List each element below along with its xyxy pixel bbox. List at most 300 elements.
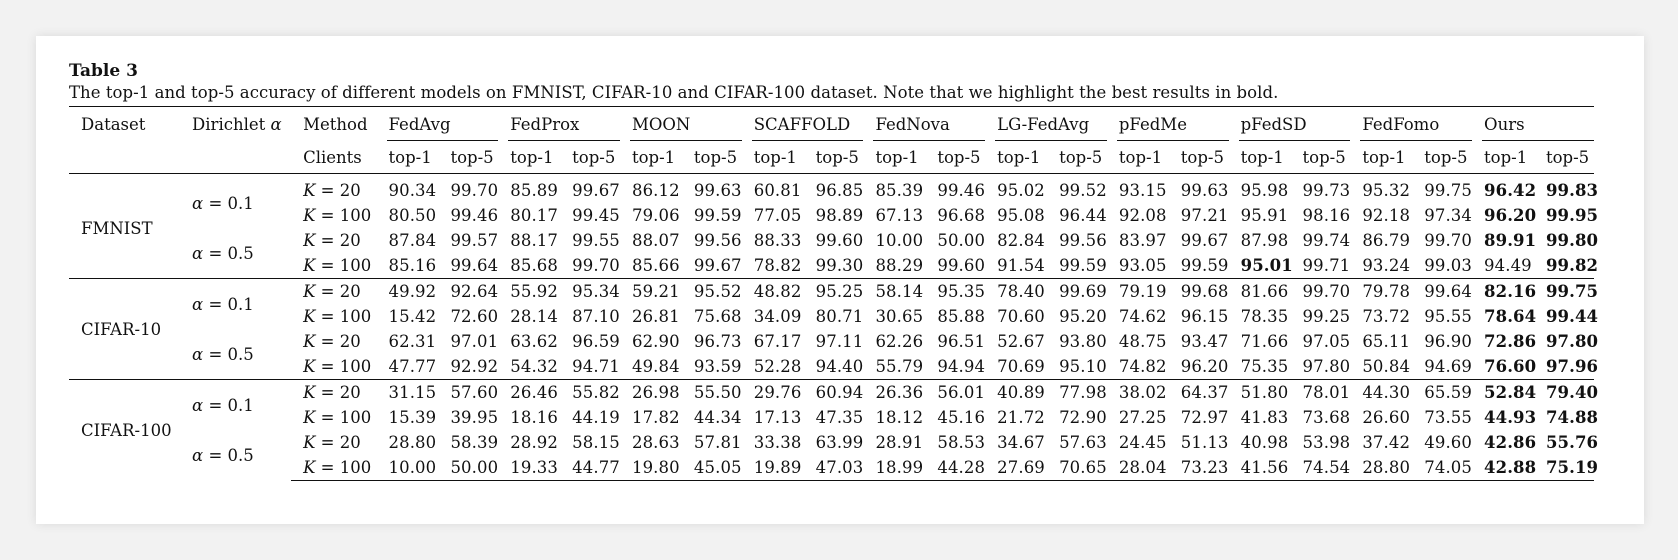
table-cell: 97.11	[815, 332, 864, 351]
table-cell: 34.09	[753, 307, 802, 326]
table-cell: 88.07	[631, 231, 680, 250]
table-cell: 73.68	[1302, 408, 1351, 427]
alpha-label: α = 0.1	[180, 279, 291, 330]
table-cell: 74.05	[1412, 455, 1472, 481]
table-cell: 48.75	[1118, 332, 1167, 351]
table-row	[69, 228, 1594, 253]
header-method-scaffold: SCAFFOLD	[742, 107, 864, 142]
table-cell: 70.65	[1047, 455, 1107, 481]
table-cell: 95.32	[1362, 181, 1411, 200]
table-cell: 52.28	[753, 357, 802, 376]
table-cell: 99.67	[693, 256, 742, 275]
table-cell: 19.89	[742, 455, 804, 481]
table-cell: 83.97	[1118, 231, 1167, 250]
table-cell: 96.59	[572, 332, 620, 351]
table-cell: 78.64	[1484, 307, 1537, 326]
table-cell: 45.16	[937, 408, 986, 427]
table-cell: 99.64	[1412, 279, 1472, 305]
table-cell: 62.26	[875, 332, 924, 351]
dataset-label: CIFAR-100	[69, 380, 180, 481]
table-cell: 28.63	[631, 433, 680, 452]
table-cell: 30.65	[875, 307, 924, 326]
header-metric-top-5: top-5	[1169, 141, 1229, 174]
header-metric-top-5: top-5	[925, 141, 985, 174]
table-cell: 82.84	[997, 231, 1045, 250]
table-cell: 67.13	[875, 206, 924, 225]
table-cell: 80.71	[815, 307, 864, 326]
table-figure	[69, 60, 1599, 481]
table-cell: 96.44	[1059, 206, 1107, 225]
table-cell: 95.01	[1240, 256, 1293, 275]
table-cell: 57.63	[1059, 433, 1107, 452]
header-method-fedavg: FedAvg	[377, 107, 499, 142]
table-cell: 93.59	[693, 357, 742, 376]
table-cell: 99.70	[450, 181, 499, 200]
header-method-fedfomo: FedFomo	[1350, 107, 1472, 142]
table-cell: 62.90	[631, 332, 680, 351]
table-cell: 48.82	[742, 279, 804, 305]
table-cell: 99.69	[1047, 279, 1107, 305]
table-cell: 77.98	[1047, 380, 1107, 406]
table-cell: 74.82	[1118, 357, 1167, 376]
table-cell: 55.82	[560, 380, 620, 406]
header-metric-top-5: top-5	[804, 141, 864, 174]
table-cell: 99.25	[1302, 307, 1351, 326]
table-cell: 80.50	[388, 206, 437, 225]
table-cell: 28.80	[388, 433, 437, 452]
table-cell: 88.33	[753, 231, 802, 250]
alpha-label: α = 0.1	[192, 193, 254, 213]
table-cell: 79.06	[631, 206, 680, 225]
table-cell: 71.66	[1240, 332, 1289, 351]
table-cell: 50.00	[438, 455, 498, 481]
table-cell: 58.14	[863, 279, 925, 305]
table-cell: 99.67	[572, 181, 620, 200]
table-cell: 47.77	[388, 357, 437, 376]
table-cell: 94.49	[1484, 256, 1532, 275]
table-cell: 44.77	[560, 455, 620, 481]
table-cell: 79.19	[1107, 279, 1169, 305]
table-cell: 29.76	[742, 380, 804, 406]
clients-label: K = 100	[303, 307, 372, 326]
table-cell: 55.50	[682, 380, 742, 406]
header-metric-top-1: top-1	[742, 141, 804, 174]
header-empty-2	[180, 141, 291, 174]
table-cell: 28.92	[510, 433, 558, 452]
table-cell: 51.80	[1229, 380, 1291, 406]
table-cell: 42.86	[1484, 433, 1537, 452]
table-cell: 74.54	[1291, 455, 1351, 481]
table-cell: 99.60	[937, 256, 986, 275]
table-cell: 41.83	[1240, 408, 1289, 427]
table-cell: 57.81	[693, 433, 742, 452]
table-cell: 99.57	[450, 231, 499, 250]
table-cell: 92.08	[1118, 206, 1167, 225]
table-cell: 99.59	[693, 206, 742, 225]
header-metric-top-1: top-1	[498, 141, 560, 174]
table-cell: 58.53	[937, 433, 986, 452]
header-metric-top-5: top-5	[1291, 141, 1351, 174]
table-cell: 55.76	[1545, 433, 1599, 452]
clients-label: K = 20	[291, 279, 376, 305]
table-cell: 91.54	[997, 256, 1045, 275]
table-cell: 93.15	[1118, 181, 1167, 200]
header-method-lg-fedavg: LG-FedAvg	[985, 107, 1107, 142]
header-method-ours: Ours	[1472, 107, 1594, 142]
clients-label: K = 20	[291, 380, 376, 406]
table-cell: 72.90	[1059, 408, 1107, 427]
alpha-label: α = 0.1	[180, 380, 291, 431]
table-cell: 95.02	[997, 181, 1045, 200]
table-caption-title: Table 3	[69, 61, 138, 81]
table-cell: 60.81	[753, 181, 802, 200]
table-cell: 99.74	[1302, 231, 1351, 250]
header-clients: Clients	[291, 141, 376, 174]
table-cell: 34.67	[997, 433, 1045, 452]
table-cell: 78.35	[1240, 307, 1289, 326]
header-method-pfedme: pFedMe	[1107, 107, 1229, 142]
table-row	[69, 253, 1594, 279]
header-method-fedprox: FedProx	[498, 107, 620, 142]
table-cell: 26.46	[498, 380, 560, 406]
table-cell: 85.66	[631, 256, 680, 275]
paper-page	[36, 36, 1644, 524]
header-dataset: Dataset	[69, 107, 180, 142]
header-metric-top-1: top-1	[377, 141, 439, 174]
table-cell: 33.38	[753, 433, 802, 452]
table-cell: 95.35	[925, 279, 985, 305]
table-cell: 56.01	[925, 380, 985, 406]
table-cell: 99.64	[450, 256, 499, 275]
header-metric-top-1: top-1	[1350, 141, 1412, 174]
table-cell: 99.75	[1534, 279, 1594, 305]
table-cell: 47.35	[815, 408, 864, 427]
alpha-label: α = 0.5	[192, 243, 254, 263]
table-cell: 87.98	[1240, 231, 1289, 250]
table-cell: 87.84	[388, 231, 437, 250]
table-cell: 99.80	[1545, 231, 1599, 250]
table-cell: 19.80	[620, 455, 682, 481]
clients-label: K = 20	[303, 433, 361, 452]
table-cell: 96.73	[693, 332, 742, 351]
table-cell: 80.17	[510, 206, 558, 225]
table-cell: 17.82	[631, 408, 680, 427]
table-cell: 85.68	[510, 256, 558, 275]
header-metric-top-1: top-1	[1229, 141, 1291, 174]
table-cell: 28.80	[1350, 455, 1412, 481]
table-cell: 99.63	[693, 181, 742, 200]
header-method-pfedsd: pFedSD	[1229, 107, 1351, 142]
table-cell: 99.44	[1545, 307, 1599, 326]
header-method: Method	[291, 107, 376, 142]
clients-label: K = 100	[303, 256, 372, 275]
clients-label: K = 20	[303, 332, 361, 351]
header-metric-top-1: top-1	[985, 141, 1047, 174]
table-row	[69, 430, 1594, 455]
results-table	[69, 106, 1599, 481]
table-cell: 94.94	[937, 357, 986, 376]
header-metric-top-1: top-1	[1472, 141, 1534, 174]
table-cell: 54.32	[510, 357, 558, 376]
clients-label: K = 100	[303, 408, 372, 427]
table-cell: 95.98	[1240, 181, 1289, 200]
table-cell: 70.60	[997, 307, 1045, 326]
table-cell: 97.96	[1545, 357, 1599, 376]
table-cell: 40.98	[1240, 433, 1289, 452]
table-row	[69, 380, 1594, 406]
header-dirichlet: Dirichlet α	[180, 107, 291, 142]
table-cell: 40.89	[985, 380, 1047, 406]
header-metric-top-1: top-1	[863, 141, 925, 174]
table-cell: 99.73	[1302, 181, 1351, 200]
table-cell: 92.64	[438, 279, 498, 305]
table-cell: 72.60	[450, 307, 499, 326]
table-cell: 73.72	[1362, 307, 1411, 326]
table-cell: 75.35	[1240, 357, 1289, 376]
table-cell: 51.13	[1180, 433, 1229, 452]
table-cell: 10.00	[875, 231, 924, 250]
table-cell: 21.72	[997, 408, 1045, 427]
table-cell: 99.70	[572, 256, 620, 275]
table-cell: 99.63	[1180, 181, 1229, 200]
header-metric-top-5: top-5	[1534, 141, 1594, 174]
table-cell: 94.69	[1424, 357, 1472, 376]
table-cell: 97.80	[1302, 357, 1351, 376]
table-cell: 97.01	[450, 332, 499, 351]
table-cell: 39.95	[450, 408, 499, 427]
table-cell: 44.28	[925, 455, 985, 481]
table-cell: 79.78	[1350, 279, 1412, 305]
table-cell: 63.62	[510, 332, 558, 351]
header-empty-1	[69, 141, 180, 174]
table-cell: 95.34	[560, 279, 620, 305]
table-cell: 95.55	[1424, 307, 1472, 326]
table-cell: 49.92	[377, 279, 439, 305]
table-cell: 67.17	[753, 332, 802, 351]
header-row-methods	[69, 107, 1594, 142]
table-cell: 57.60	[438, 380, 498, 406]
table-cell: 73.23	[1169, 455, 1229, 481]
table-cell: 62.31	[388, 332, 437, 351]
header-metric-top-5: top-5	[438, 141, 498, 174]
table-cell: 15.39	[388, 408, 437, 427]
table-cell: 99.67	[1180, 231, 1229, 250]
table-cell: 96.20	[1180, 357, 1229, 376]
table-cell: 99.59	[1059, 256, 1107, 275]
table-cell: 65.59	[1412, 380, 1472, 406]
table-cell: 96.20	[1484, 206, 1537, 225]
header-metric-top-5: top-5	[682, 141, 742, 174]
table-cell: 89.91	[1484, 231, 1537, 250]
table-cell: 75.19	[1534, 455, 1594, 481]
header-metric-top-5: top-5	[560, 141, 620, 174]
table-cell: 45.05	[682, 455, 742, 481]
table-cell: 99.46	[937, 181, 986, 200]
table-cell: 96.15	[1180, 307, 1229, 326]
table-cell: 19.33	[498, 455, 560, 481]
table-cell: 85.88	[937, 307, 986, 326]
table-cell: 37.42	[1362, 433, 1411, 452]
table-cell: 58.39	[450, 433, 499, 452]
table-cell: 63.99	[815, 433, 864, 452]
table-cell: 47.03	[804, 455, 864, 481]
table-cell: 99.83	[1545, 181, 1599, 200]
table-cell: 72.86	[1484, 332, 1537, 351]
header-method-moon: MOON	[620, 107, 742, 142]
table-cell: 73.55	[1424, 408, 1472, 427]
table-cell: 99.59	[1180, 256, 1229, 275]
table-cell: 64.37	[1169, 380, 1229, 406]
table-cell: 52.84	[1472, 380, 1534, 406]
table-cell: 99.46	[450, 206, 499, 225]
table-cell: 26.98	[620, 380, 682, 406]
table-cell: 53.98	[1302, 433, 1351, 452]
table-cell: 99.75	[1424, 181, 1472, 200]
table-cell: 88.17	[510, 231, 558, 250]
dataset-label: CIFAR-10	[69, 279, 180, 380]
table-cell: 96.90	[1424, 332, 1472, 351]
table-cell: 55.79	[875, 357, 924, 376]
header-metric-top-1: top-1	[1107, 141, 1169, 174]
table-cell: 93.47	[1180, 332, 1229, 351]
table-cell: 99.68	[1169, 279, 1229, 305]
header-metric-top-5: top-5	[1047, 141, 1107, 174]
table-cell: 95.91	[1240, 206, 1289, 225]
table-cell: 92.18	[1362, 206, 1411, 225]
table-cell: 99.52	[1059, 181, 1107, 200]
table-cell: 95.10	[1059, 357, 1107, 376]
table-cell: 72.97	[1180, 408, 1229, 427]
table-cell: 75.68	[693, 307, 742, 326]
table-cell: 93.80	[1059, 332, 1107, 351]
table-row	[69, 203, 1594, 228]
table-cell: 52.67	[997, 332, 1045, 351]
table-cell: 76.60	[1484, 357, 1537, 376]
table-cell: 31.15	[377, 380, 439, 406]
table-cell: 99.82	[1545, 256, 1599, 275]
header-metric-top-5: top-5	[1412, 141, 1472, 174]
table-cell: 99.30	[815, 256, 864, 275]
table-cell: 17.13	[753, 408, 802, 427]
table-cell: 88.29	[875, 256, 924, 275]
table-cell: 94.40	[815, 357, 864, 376]
table-cell: 27.69	[985, 455, 1047, 481]
table-cell: 95.08	[997, 206, 1045, 225]
header-row-metrics	[69, 141, 1594, 174]
table-cell: 87.10	[572, 307, 620, 326]
table-cell: 10.00	[377, 455, 439, 481]
table-cell: 98.89	[815, 206, 864, 225]
table-cell: 94.71	[572, 357, 620, 376]
table-cell: 97.21	[1180, 206, 1229, 225]
table-cell: 79.40	[1534, 380, 1594, 406]
table-cell: 44.34	[693, 408, 742, 427]
table-row	[69, 455, 1594, 481]
table-row	[69, 354, 1594, 380]
table-cell: 74.88	[1545, 408, 1599, 427]
table-cell: 93.24	[1362, 256, 1411, 275]
table-cell: 18.99	[863, 455, 925, 481]
table-cell: 95.25	[804, 279, 864, 305]
table-cell: 26.60	[1362, 408, 1411, 427]
table-cell: 97.05	[1302, 332, 1351, 351]
header-method-fednova: FedNova	[863, 107, 985, 142]
table-cell: 93.05	[1118, 256, 1167, 275]
table-cell: 78.40	[985, 279, 1047, 305]
table-cell: 44.19	[572, 408, 620, 427]
table-cell: 99.70	[1424, 231, 1472, 250]
table-cell: 26.81	[631, 307, 680, 326]
table-caption-text: The top-1 and top-5 accuracy of different models on FMNIST, CIFAR-10 and CIFAR-100 dataset. Note that we highlight the best results in bold.	[69, 83, 1279, 102]
table-cell: 55.92	[498, 279, 560, 305]
table-cell: 28.14	[510, 307, 558, 326]
table-row	[69, 329, 1594, 354]
table-cell: 26.36	[863, 380, 925, 406]
table-cell: 92.92	[450, 357, 499, 376]
table-row	[69, 304, 1594, 329]
alpha-label: α = 0.5	[192, 344, 254, 364]
table-cell: 99.56	[1059, 231, 1107, 250]
table-cell: 18.12	[875, 408, 924, 427]
table-cell: 70.69	[997, 357, 1045, 376]
table-cell: 99.55	[572, 231, 620, 250]
table-cell: 18.16	[510, 408, 558, 427]
table-cell: 97.80	[1545, 332, 1599, 351]
table-cell: 85.16	[388, 256, 437, 275]
table-cell: 59.21	[620, 279, 682, 305]
table-cell: 44.93	[1484, 408, 1537, 427]
table-cell: 78.01	[1291, 380, 1351, 406]
table-cell: 81.66	[1229, 279, 1291, 305]
table-cell: 50.84	[1362, 357, 1411, 376]
table-cell: 98.16	[1302, 206, 1351, 225]
table-cell: 99.45	[572, 206, 620, 225]
table-cell: 95.52	[682, 279, 742, 305]
table-cell: 77.05	[753, 206, 802, 225]
table-cell: 28.04	[1107, 455, 1169, 481]
table-cell: 38.02	[1107, 380, 1169, 406]
clients-label: K = 20	[303, 231, 361, 250]
table-cell: 85.39	[875, 181, 924, 200]
clients-label: K = 20	[303, 181, 361, 200]
table-cell: 99.56	[693, 231, 742, 250]
table-cell: 97.34	[1424, 206, 1472, 225]
dataset-label: FMNIST	[81, 218, 153, 238]
table-row	[69, 174, 1594, 204]
table-cell: 44.30	[1350, 380, 1412, 406]
table-row	[69, 405, 1594, 430]
table-cell: 74.62	[1118, 307, 1167, 326]
clients-label: K = 100	[291, 455, 376, 481]
table-cell: 60.94	[804, 380, 864, 406]
table-cell: 24.45	[1118, 433, 1167, 452]
table-cell: 96.51	[937, 332, 986, 351]
table-cell: 50.00	[937, 231, 986, 250]
clients-label: K = 100	[303, 206, 372, 225]
table-cell: 78.82	[753, 256, 802, 275]
table-cell: 15.42	[388, 307, 437, 326]
table-cell: 99.95	[1545, 206, 1599, 225]
table-cell: 27.25	[1118, 408, 1167, 427]
table-cell: 42.88	[1472, 455, 1534, 481]
clients-label: K = 100	[303, 357, 372, 376]
table-cell: 41.56	[1229, 455, 1291, 481]
table-body	[69, 174, 1599, 481]
table-cell: 99.60	[815, 231, 864, 250]
table-cell: 99.70	[1291, 279, 1351, 305]
table-cell: 90.34	[388, 181, 437, 200]
table-cell: 86.79	[1362, 231, 1411, 250]
